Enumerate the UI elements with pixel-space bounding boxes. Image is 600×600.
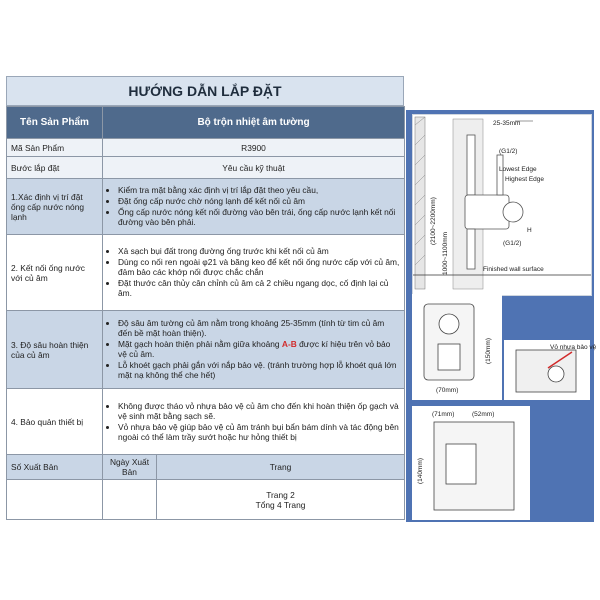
code-value: R3900 — [103, 139, 405, 157]
list-item — [118, 339, 400, 359]
list-item-text: Mặt gạch hoàn thiện phải nằm giữa khoảng — [118, 339, 280, 349]
page-title: HƯỚNG DẪN LẮP ĐẶT — [6, 76, 404, 106]
height-range-label: (2100~2200mm) — [430, 197, 437, 245]
cover-label: Vỏ nhựa bảo vệ — [550, 344, 597, 351]
list-item: • Đặt thước cân thủy cân chỉnh củ âm cả 2 chiều ngang dọc, cố định lại củ âm. — [118, 278, 400, 298]
finished-wall-label: Finished wall surface — [483, 266, 544, 273]
h-label: H — [527, 227, 532, 234]
lowest-edge-label: Lowest Edge — [499, 166, 537, 173]
g-bottom-label: (G1/2) — [503, 240, 522, 247]
ab-mark: A-B — [281, 339, 297, 349]
g-top-label: (G1/2) — [499, 148, 518, 155]
code-label: Mã Sản Phẩm — [7, 139, 103, 157]
dim-71-label: (71mm) — [432, 411, 455, 418]
page-number: Trang 2 — [266, 489, 295, 500]
footer-date-label-text: Ngày Xuất Bản — [109, 457, 150, 477]
header-product-name: Tên Sản Phẩm — [7, 107, 103, 139]
list-item: • Lỗ khoét gạch phải gắn với nắp bảo vệ. (tránh trường hợp lỗ khoét quá lớn mặt nạ không thể che hết) — [118, 360, 400, 380]
header-product-value: Bộ trộn nhiệt âm tường — [103, 107, 405, 139]
footer-date-label — [103, 455, 157, 480]
page-total: Tổng 4 Trang — [255, 499, 306, 510]
list-item: • Không được tháo vỏ nhựa bảo vệ củ âm cho đến khi hoàn thiện ốp gạch và vệ sinh mặt bằng sạch sẽ. — [118, 401, 400, 421]
row-1-content — [103, 179, 405, 235]
front-view — [424, 304, 474, 380]
cover-view — [516, 350, 576, 392]
installation-table — [6, 106, 405, 520]
dim-52-label: (52mm) — [472, 411, 495, 418]
list-item: • Vỏ nhựa bảo vệ giúp bảo vệ củ âm tránh bụi bẩn bám dính và tác động bên ngoài có thể làm trầy sướt hoặc hư hỏng thiết bị — [118, 422, 400, 442]
footer-page-value — [157, 480, 405, 520]
row-2-content — [103, 235, 405, 311]
list-item: • Đặt ống cấp nước chờ nóng lạnh để kết nối củ âm — [118, 196, 400, 206]
row-1-label: 1.Xác định vị trí đặt ống cấp nước nóng lạnh — [7, 179, 103, 235]
list-item: • Độ sâu âm tường củ âm nằm trong khoảng 25-35mm (tính từ tim củ âm đến bề mặt hoàn thiện). — [118, 318, 400, 338]
list-item: • Kiểm tra mặt bằng xác định vị trí lắp đặt theo yêu cầu, — [118, 185, 400, 195]
low-range-label: 1000~1100mm — [442, 231, 449, 275]
footer-page-label: Trang — [157, 455, 405, 480]
list-item: • Dùng co nối ren ngoài φ21 và băng keo để kết nối ống nước cấp với củ âm, đảm bảo các khớp nối được chắc chắn — [118, 257, 400, 277]
highest-edge-label: Highest Edge — [505, 176, 545, 183]
dimension-diagrams — [412, 294, 597, 520]
dim-70-label: (70mm) — [436, 387, 459, 394]
list-item-text: được kí hiệu trên vỏ bảo vệ củ âm. — [118, 339, 391, 359]
row-2-label: 2. Kết nối ống nước với củ âm — [7, 235, 103, 311]
row-4-content — [103, 389, 405, 455]
row-3-content — [103, 311, 405, 389]
steps-label: Bước lắp đặt — [7, 157, 103, 179]
list-item: • Xả sạch bụi đất trong đường ống trước khi kết nối củ âm — [118, 246, 400, 256]
installation-diagram — [412, 114, 592, 296]
footer-date-value — [103, 480, 157, 520]
depth-label: 25-35mm — [493, 120, 521, 127]
side-view — [434, 422, 514, 510]
list-item: • Ống cấp nước nóng kết nối đường vào bên trái, ống cấp nước lạnh kết nối đường vào bên phải. — [118, 207, 400, 227]
dim-140-label: (140mm) — [417, 457, 424, 484]
dim-150-label: (150mm) — [485, 337, 492, 364]
row-4-label: 4. Bảo quản thiết bị — [7, 389, 103, 455]
steps-value: Yêu cầu kỹ thuật — [103, 157, 405, 179]
footer-edition-value — [7, 480, 103, 520]
row-3-label: 3. Độ sâu hoàn thiện của củ âm — [7, 311, 103, 389]
footer-edition-label: Số Xuất Bản — [7, 455, 103, 480]
